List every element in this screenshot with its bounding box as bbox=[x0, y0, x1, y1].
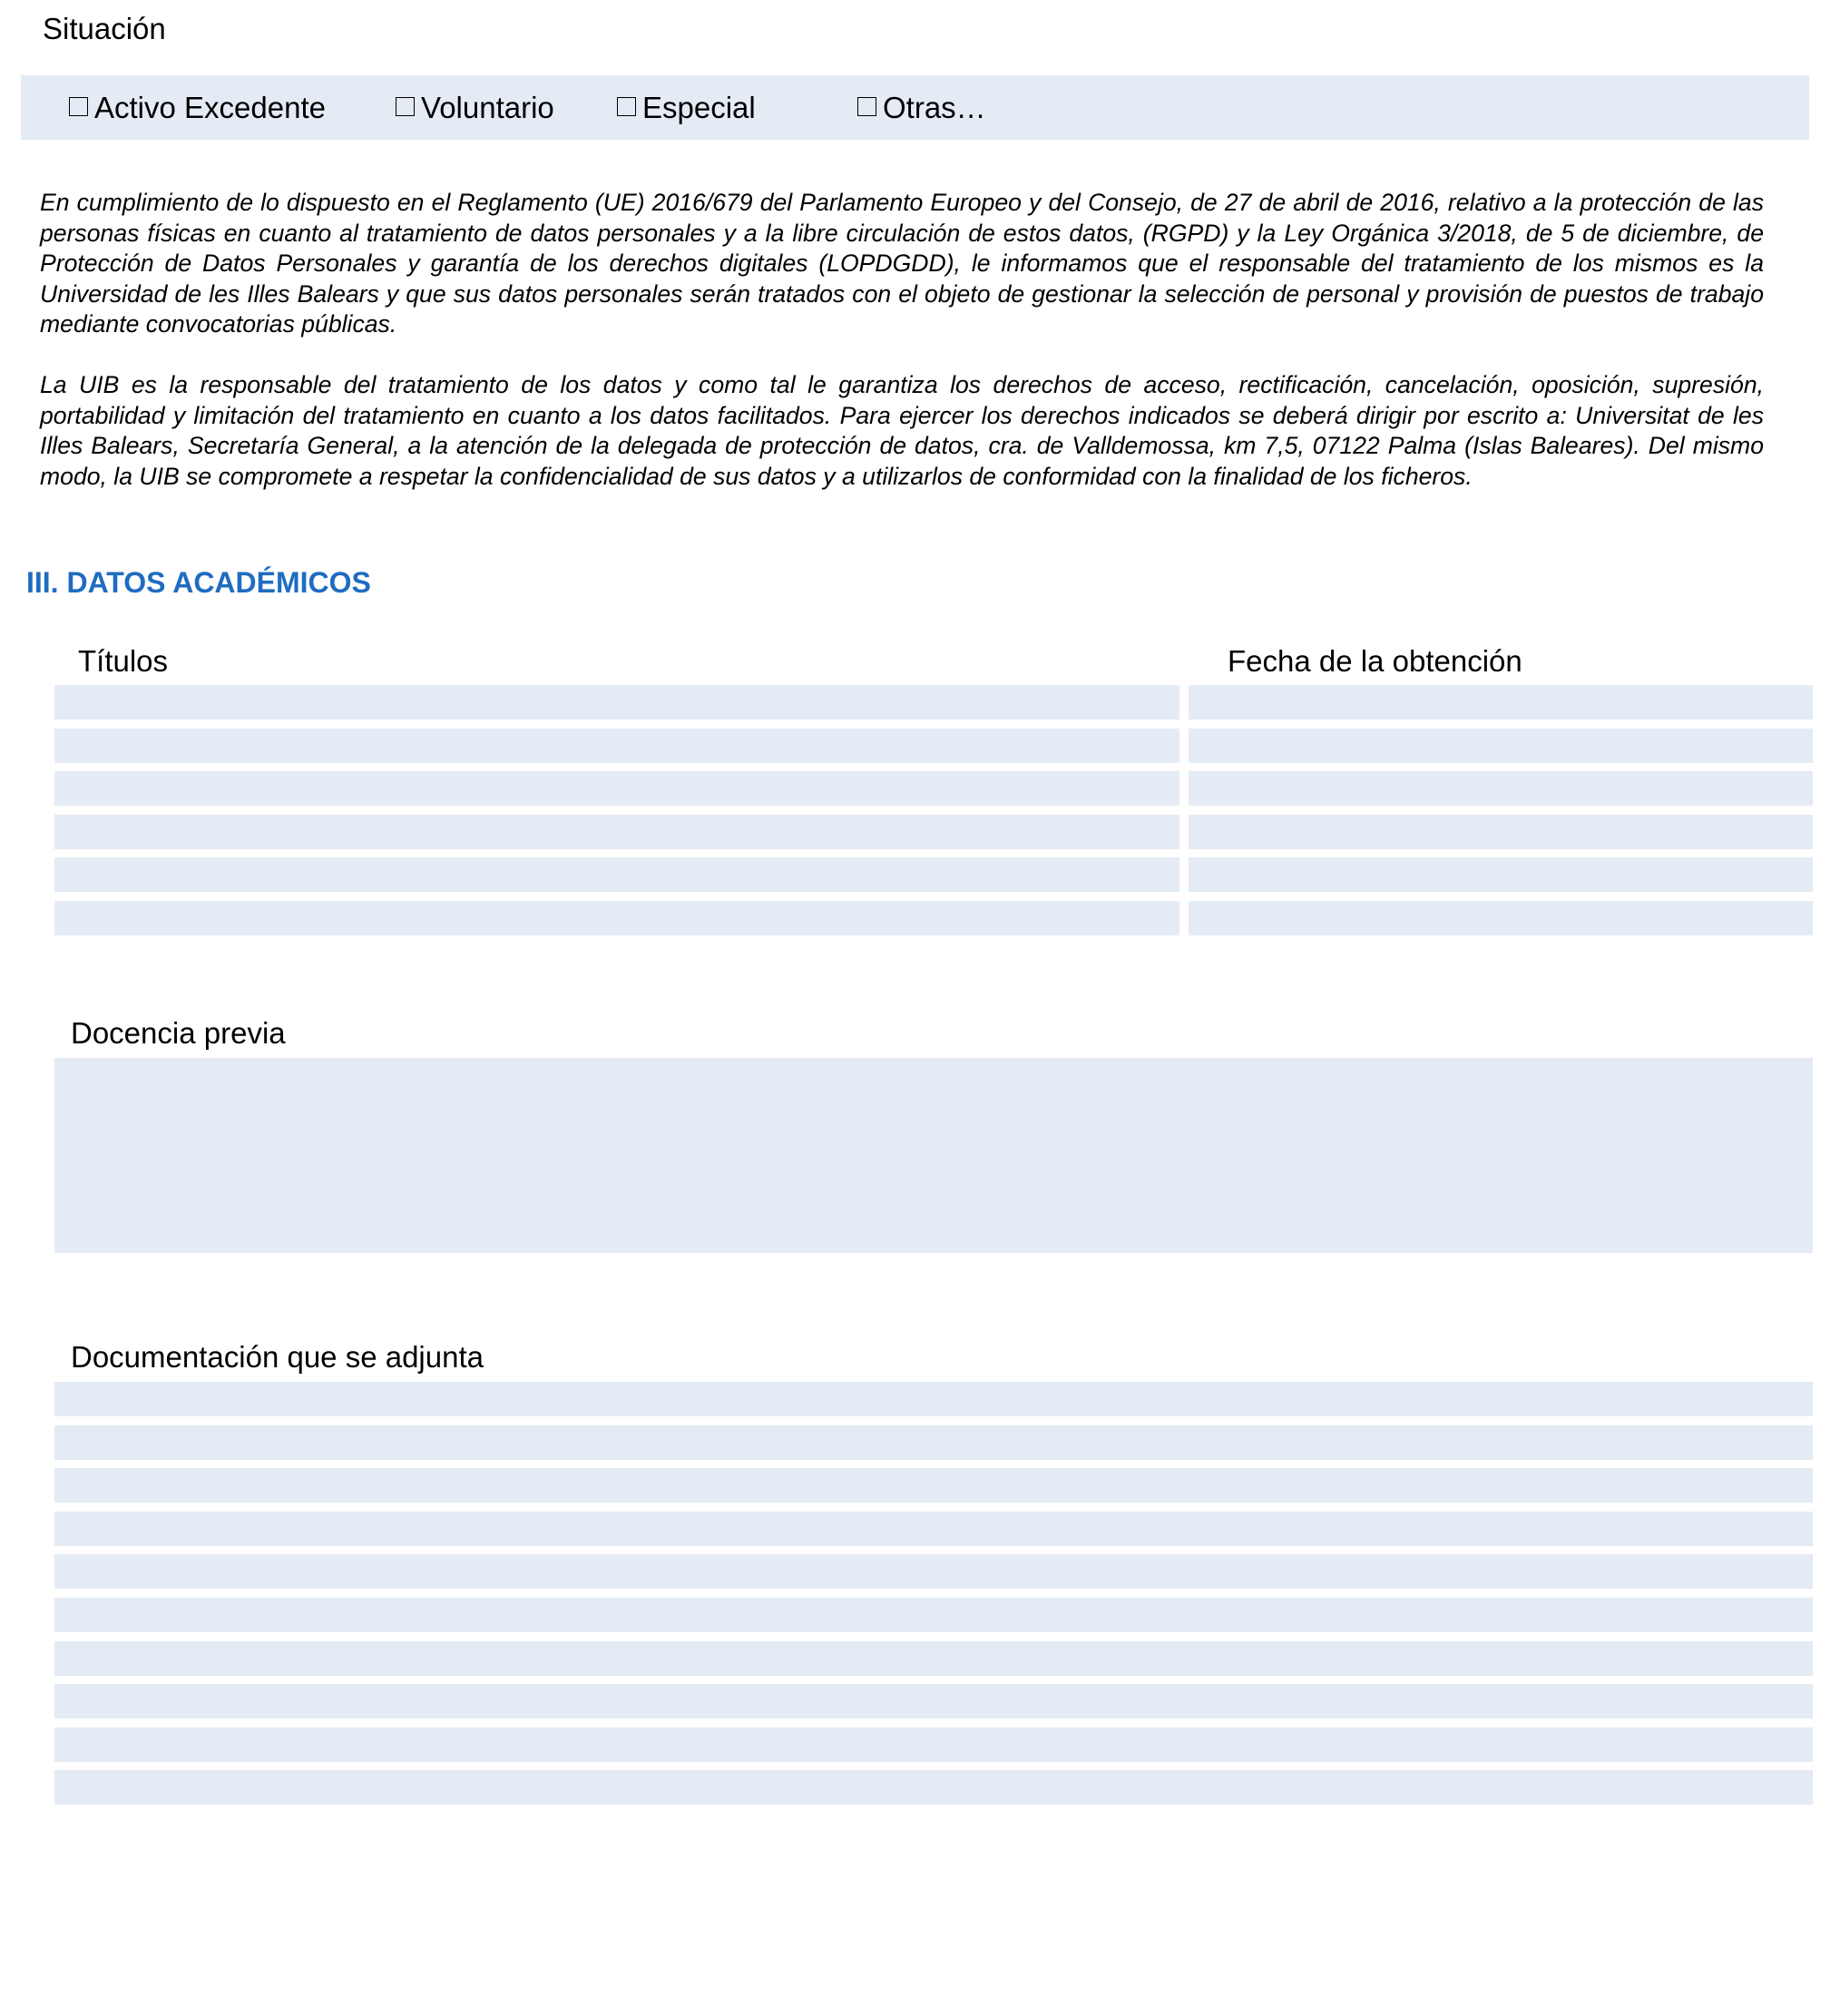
option-voluntario[interactable] bbox=[396, 87, 554, 129]
documentacion-input[interactable] bbox=[54, 1554, 1813, 1589]
titulo-input[interactable] bbox=[54, 857, 1179, 892]
privacy-notice-paragraph-1: En cumplimiento de lo dispuesto en el Reglamento (UE) 2016/679 del Parlamento Europeo y del Consejo, de 27 de abril de 2016, relativo a la protección de las personas físicas en cuanto al tratamiento de datos personales y a la libre circulación de estos datos, (RGPD) y la Ley Orgánica 3/2018, de 5 de diciembre, de Protección de Datos Personales y garantía de los derechos digitales (LOPDGDD), le informamos que el responsable del tratamiento de los mismos es la Universidad de les Illes Balears y que sus datos personales serán tratados con el objeto de gestionar la selección de personal y provisión de puestos de trabajo mediante convocatorias públicas. bbox=[40, 189, 1764, 338]
titulo-input[interactable] bbox=[54, 901, 1179, 935]
table-row bbox=[54, 815, 1813, 849]
option-label: Otras… bbox=[883, 91, 986, 124]
option-especial[interactable] bbox=[617, 87, 756, 129]
titulo-input[interactable] bbox=[54, 815, 1179, 849]
titulo-input[interactable] bbox=[54, 771, 1179, 806]
documentacion-input[interactable] bbox=[54, 1382, 1813, 1416]
table-row bbox=[54, 685, 1813, 719]
fecha-input[interactable] bbox=[1189, 901, 1813, 935]
docencia-previa-textarea[interactable] bbox=[54, 1058, 1813, 1253]
option-otras[interactable] bbox=[857, 87, 986, 129]
titulo-input[interactable] bbox=[54, 685, 1179, 719]
privacy-notice-paragraph-2: La UIB es la responsable del tratamiento de los datos y como tal le garantiza los derechos de acceso, rectificación, cancelación, oposición, supresión, portabilidad y limitación del tratamiento en cuanto a los datos facilitados. Para ejercer los derechos indicados se deberá dirigir por escrito a: Universitat de les Illes Balears, Secretaría General, a la atención de la delegada de protección de datos, cra. de Valldemossa, km 7,5, 07122 Palma (Islas Baleares). Del mismo modo, la UIB se compromete a respetar la confidencialidad de sus datos y a utilizarlos de conformidad con la finalidad de los ficheros. bbox=[40, 371, 1764, 490]
titulos-column-header: Títulos bbox=[78, 644, 169, 678]
fecha-obtencion-column-header: Fecha de la obtención bbox=[1228, 644, 1522, 678]
fecha-input[interactable] bbox=[1189, 857, 1813, 892]
documentacion-input[interactable] bbox=[54, 1425, 1813, 1460]
table-row bbox=[54, 857, 1813, 892]
titulos-table bbox=[54, 685, 1813, 944]
table-row bbox=[54, 901, 1813, 935]
section-heading-datos-academicos: III. DATOS ACADÉMICOS bbox=[26, 566, 371, 599]
fecha-input[interactable] bbox=[1189, 729, 1813, 763]
documentacion-label: Documentación que se adjunta bbox=[71, 1340, 484, 1374]
documentacion-input[interactable] bbox=[54, 1598, 1813, 1632]
documentacion-input[interactable] bbox=[54, 1468, 1813, 1502]
checkbox-icon[interactable] bbox=[69, 97, 88, 116]
documentacion-input[interactable] bbox=[54, 1770, 1813, 1805]
option-label: Activo Excedente bbox=[94, 91, 326, 124]
titulo-input[interactable] bbox=[54, 729, 1179, 763]
documentacion-input[interactable] bbox=[54, 1512, 1813, 1546]
checkbox-icon[interactable] bbox=[396, 97, 415, 116]
documentacion-input[interactable] bbox=[54, 1727, 1813, 1762]
fecha-input[interactable] bbox=[1189, 771, 1813, 806]
documentacion-list bbox=[54, 1382, 1813, 1814]
fecha-input[interactable] bbox=[1189, 815, 1813, 849]
situacion-label: Situación bbox=[43, 12, 166, 45]
docencia-previa-label: Docencia previa bbox=[71, 1016, 286, 1050]
checkbox-icon[interactable] bbox=[857, 97, 876, 116]
table-row bbox=[54, 771, 1813, 806]
documentacion-input[interactable] bbox=[54, 1641, 1813, 1676]
table-row bbox=[54, 729, 1813, 763]
documentacion-input[interactable] bbox=[54, 1684, 1813, 1718]
fecha-input[interactable] bbox=[1189, 685, 1813, 719]
checkbox-icon[interactable] bbox=[617, 97, 636, 116]
option-activo-excedente[interactable] bbox=[69, 87, 326, 129]
option-label: Voluntario bbox=[421, 91, 554, 124]
option-label: Especial bbox=[642, 91, 756, 124]
